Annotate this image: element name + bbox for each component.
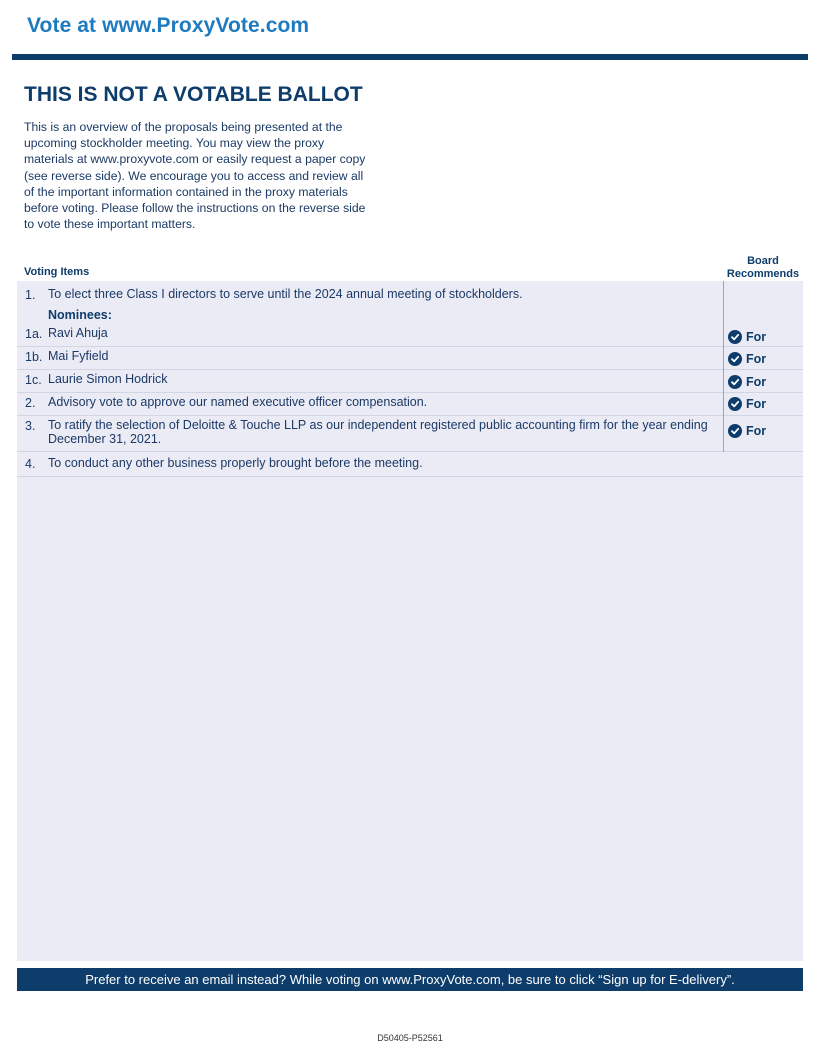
voting-item-row [17, 416, 803, 452]
recommendation-for [728, 328, 798, 346]
recommendation-label: For [746, 352, 767, 366]
item-text: To conduct any other business properly brought before the meeting. [48, 456, 423, 470]
intro-line: upcoming stockholder meeting. You may view the proxy [24, 136, 325, 151]
intro-line: materials at www.proxyvote.com or easily request a paper copy [24, 152, 366, 167]
intro-paragraph [24, 119, 396, 232]
recommendation-for [728, 373, 798, 391]
recommendation-for [728, 422, 798, 440]
board-recommends-header [722, 255, 804, 280]
recommendation-label: For [746, 397, 767, 411]
item-number: 3. [25, 419, 36, 433]
edelivery-banner: Prefer to receive an email instead? While voting on www.ProxyVote.com, be sure to click “Sign up for E-delivery”. [17, 968, 803, 991]
document-code: D50405-P52561 [377, 1033, 443, 1043]
item-number: 2. [25, 396, 36, 410]
item-text: Laurie Simon Hodrick [48, 372, 168, 386]
voting-item-row [17, 281, 803, 347]
check-circle-icon [728, 424, 742, 438]
item-number: 1b. [25, 350, 43, 364]
recommendation-for [728, 350, 798, 368]
recommendation-label: For [746, 424, 767, 438]
board-recommends-line1: Board [747, 255, 779, 267]
item-number: 1c. [25, 373, 42, 387]
check-circle-icon [728, 397, 742, 411]
header-divider [12, 54, 808, 60]
check-circle-icon [728, 352, 742, 366]
page-title: THIS IS NOT A VOTABLE BALLOT [24, 83, 363, 106]
check-circle-icon [728, 375, 742, 389]
item-number: 1. [25, 288, 36, 302]
item-number: 1a. [25, 327, 43, 341]
intro-line: of the important information contained in the proxy materials [24, 184, 348, 199]
recommendation-label: For [746, 330, 767, 344]
voting-item-row [17, 370, 803, 393]
item-text: Mai Fyfield [48, 349, 109, 363]
recommendation-for [728, 395, 798, 413]
intro-line: (see reverse side). We encourage you to access and review all [24, 168, 364, 183]
item-text: To elect three Class I directors to serve until the 2024 annual meeting of stockholders. [48, 287, 523, 301]
item-text: Ravi Ahuja [48, 326, 108, 340]
voting-items-header: Voting Items [24, 266, 90, 278]
recommendation-label: For [746, 375, 767, 389]
board-recommends-line2: Recommends [726, 267, 800, 280]
intro-line: to vote these important matters. [24, 217, 196, 232]
item-number: 4. [25, 457, 36, 471]
voting-item-row [17, 347, 803, 370]
header-title: Vote at www.ProxyVote.com [27, 14, 310, 37]
nominees-label: Nominees: [48, 308, 112, 322]
item-text-line: To ratify the selection of Deloitte & Touche LLP as our independent registered public accounting firm for the year ending [48, 418, 708, 432]
check-circle-icon [728, 330, 742, 344]
recommendation-column-divider [723, 281, 724, 452]
intro-line: before voting. Please follow the instructions on the reverse side [24, 201, 366, 216]
intro-line: This is an overview of the proposals being presented at the [24, 120, 343, 134]
item-text: Advisory vote to approve our named executive officer compensation. [48, 395, 428, 409]
voting-item-row [17, 393, 803, 416]
item-text [48, 419, 728, 446]
voting-item-row [17, 452, 803, 477]
item-text-line: December 31, 2021. [48, 431, 162, 446]
